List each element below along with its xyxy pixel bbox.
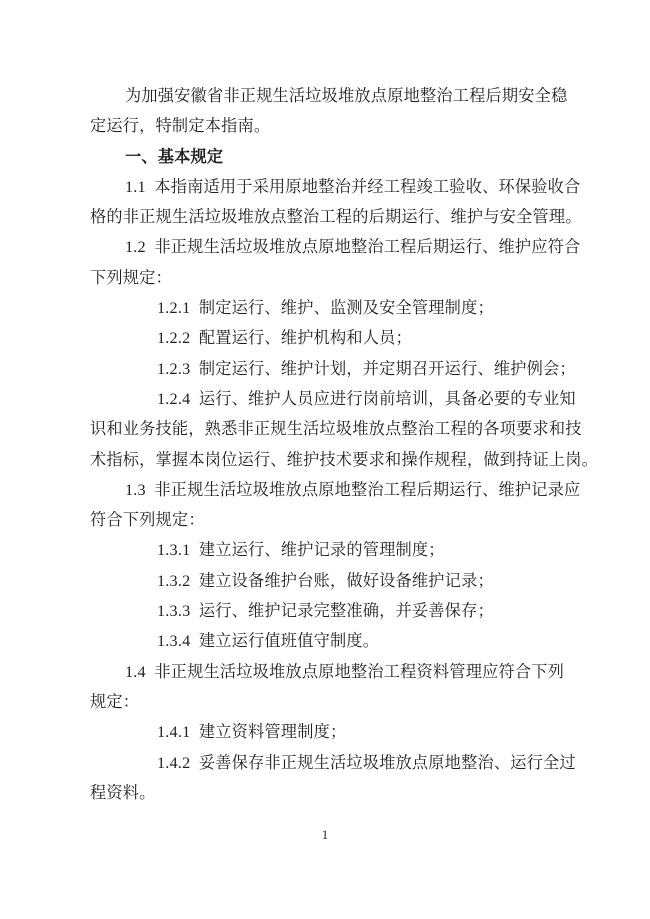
- clause-1-2-2-line: 1.2.2 配置运行、维护机构和人员；: [157, 329, 412, 348]
- clause-1-2-3-line: 1.2.3 制定运行、维护计划，并定期召开运行、维护例会；: [157, 359, 576, 378]
- clause-1-2-line: 下列规定：: [90, 268, 172, 287]
- clause-1-3-1-line: 1.3.1 建立运行、维护记录的管理制度；: [157, 541, 445, 560]
- clause-1-4-1-line: 1.4.1 建立资料管理制度；: [157, 723, 347, 742]
- clause-1-3-2-line: 1.3.2 建立设备维护台账，做好设备维护记录；: [157, 571, 494, 590]
- clause-1-4-line: 规定：: [90, 692, 140, 711]
- document-content: [90, 81, 599, 808]
- intro-paragraph-line: 为加强安徽省非正规生活垃圾堆放点原地整治工程后期安全稳: [125, 87, 568, 105]
- clause-1-2-1-line: 1.2.1 制定运行、维护、监测及安全管理制度；: [157, 299, 494, 318]
- clause-1-2-4-line: 1.2.4 运行、维护人员应进行岗前培训，具备必要的专业知: [157, 389, 576, 408]
- clause-1-2-line: 1.2 非正规生活垃圾堆放点原地整治工程后期运行、维护应符合: [125, 238, 581, 257]
- clause-1-3-4-line: 1.3.4 建立运行值班值守制度。: [157, 632, 380, 651]
- page-number: 1: [321, 827, 329, 842]
- clause-1-3-3-line: 1.3.3 运行、维护记录完整准确，并妥善保存；: [157, 602, 494, 621]
- clause-1-2-4-line: 术指标，掌握本岗位运行、维护技术要求和操作规程，做到持证上岗。: [90, 450, 599, 469]
- clause-1-4-2-line: 1.4.2 妥善保存非正规生活垃圾堆放点原地整治、运行全过: [157, 753, 576, 772]
- clause-1-4-line: 1.4 非正规生活垃圾堆放点原地整治工程资料管理应符合下列: [125, 662, 565, 681]
- clause-1-3-line: 符合下列规定：: [90, 511, 205, 530]
- clause-1-2-4-line: 识和业务技能，熟悉非正规生活垃圾堆放点整治工程的各项要求和技: [90, 420, 582, 439]
- section-heading: 一、基本规定: [125, 147, 224, 166]
- clause-1-4-2-line: 程资料。: [90, 783, 156, 802]
- intro-paragraph-line: 定运行，特制定本指南。: [90, 117, 271, 136]
- clause-1-1-line: 格的非正规生活垃圾堆放点整治工程的后期运行、维护与安全管理。: [90, 208, 582, 227]
- clause-1-1-line: 1.1 本指南适用于采用原地整治并经工程竣工验收、环保验收合: [125, 177, 581, 196]
- clause-1-3-line: 1.3 非正规生活垃圾堆放点原地整治工程后期运行、维护记录应: [125, 480, 581, 499]
